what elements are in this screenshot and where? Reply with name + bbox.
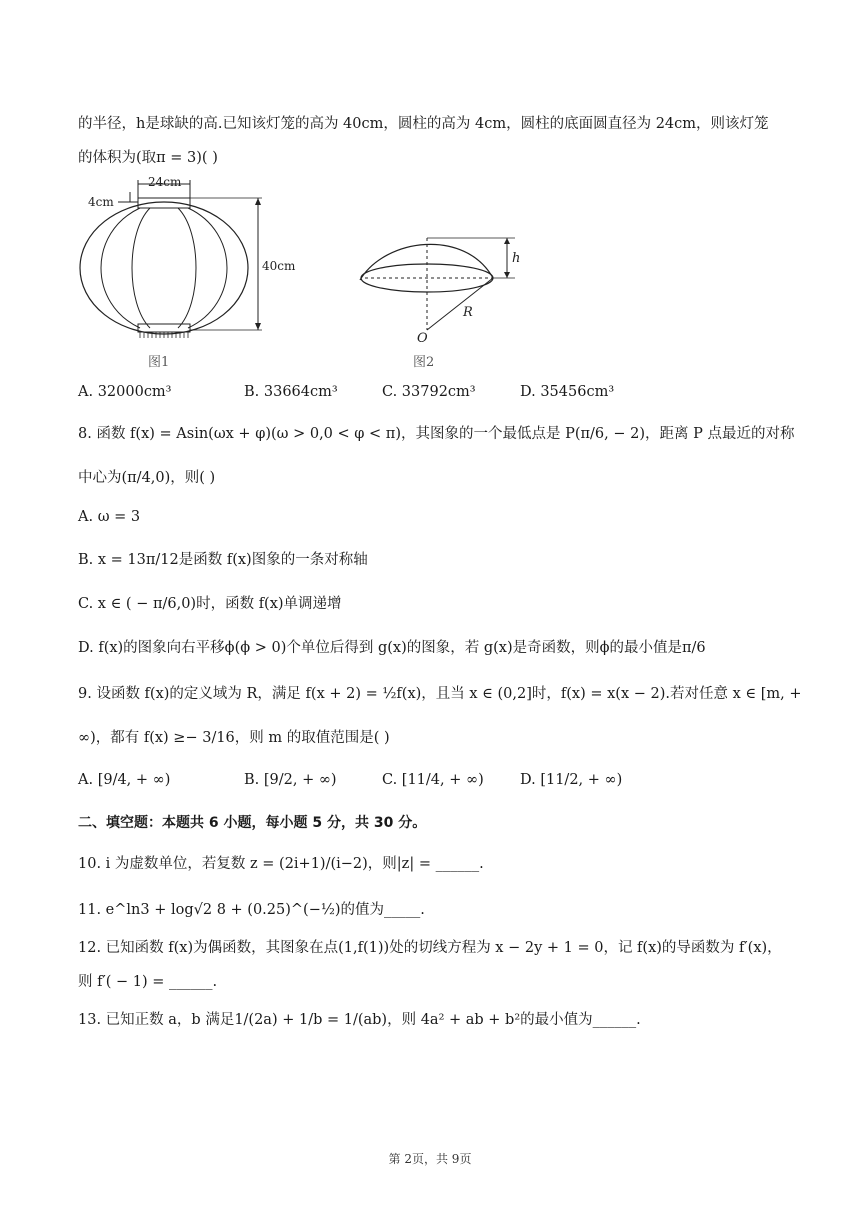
fig1-top-label: 24cm xyxy=(148,175,182,189)
spherical-cap-figure xyxy=(355,228,535,373)
q7-option-b[interactable]: B. 33664cm³ xyxy=(244,384,338,400)
q10: 10. i 为虚数单位，若复数 z = (2i+1)/(i−2)，则|z| = ______. xyxy=(78,856,484,872)
q7-option-c[interactable]: C. 33792cm³ xyxy=(382,384,476,400)
q12-line1: 12. 已知函数 f(x)为偶函数，其图象在点(1,f(1))处的切线方程为 x − 2y + 1 = 0，记 f(x)的导函数为 f′(x)， xyxy=(78,940,782,956)
section-heading-fill-in: 二、填空题：本题共 6 小题，每小题 5 分，共 30 分。 xyxy=(78,815,427,831)
q9-line1: 9. 设函数 f(x)的定义域为 R，满足 f(x + 2) = ½f(x)，且当 x ∈ (0,2]时，f(x) = x(x − 2).若对任意 x ∈ [m, + xyxy=(78,686,802,702)
q8-option-c[interactable]: C. x ∈ ( − π/6,0)时，函数 f(x)单调递增 xyxy=(78,596,342,612)
q8-option-d[interactable]: D. f(x)的图象向右平移ϕ(ϕ > 0)个单位后得到 g(x)的图象，若 g(x)是奇函数，则ϕ的最小值是π/6 xyxy=(78,640,706,656)
fig2-o-label: O xyxy=(417,331,428,346)
q9-option-d[interactable]: D. [11/2, + ∞) xyxy=(520,772,623,788)
fig1-height-label: 40cm xyxy=(262,259,296,273)
page-footer: 第 2页，共 9页 xyxy=(388,1152,472,1166)
q8-option-a[interactable]: A. ω = 3 xyxy=(78,509,141,525)
q7-line1: 的半径，h是球缺的高.已知该灯笼的高为 40cm，圆柱的高为 4cm，圆柱的底面圆直径为 24cm，则该灯笼 xyxy=(78,116,769,132)
q7-option-d[interactable]: D. 35456cm³ xyxy=(520,384,615,400)
fig1-left-label: 4cm xyxy=(88,195,114,209)
lantern-figure xyxy=(78,172,308,372)
q13: 13. 已知正数 a，b 满足1/(2a) + 1/b = 1/(ab)，则 4a² + ab + b²的最小值为______. xyxy=(78,1012,641,1028)
fig1-caption: 图1 xyxy=(148,355,170,370)
q12-line2: 则 f′( − 1) = ______. xyxy=(78,974,218,990)
q8-line1: 8. 函数 f(x) = Asin(ωx + φ)(ω > 0,0 < φ < π)，其图象的一个最低点是 P(π/6, − 2)，距离 P 点最近的对称 xyxy=(78,426,795,442)
fig2-r-label: R xyxy=(463,305,473,320)
q9-option-c[interactable]: C. [11/4, + ∞) xyxy=(382,772,484,788)
q11: 11. e^ln3 + log√2 8 + (0.25)^(−½)的值为_____. xyxy=(78,902,425,918)
q8-option-b[interactable]: B. x = 13π/12是函数 f(x)图象的一条对称轴 xyxy=(78,552,368,568)
fig2-caption: 图2 xyxy=(413,355,435,370)
q9-option-a[interactable]: A. [9/4, + ∞) xyxy=(78,772,171,788)
q9-line2: ∞)，都有 f(x) ≥− 3/16，则 m 的取值范围是( ) xyxy=(78,730,390,746)
q7-line2: 的体积为(取π = 3)( ) xyxy=(78,150,218,166)
q8-line2: 中心为(π/4,0)，则( ) xyxy=(78,470,216,486)
q7-option-a[interactable]: A. 32000cm³ xyxy=(78,384,172,400)
q9-option-b[interactable]: B. [9/2, + ∞) xyxy=(244,772,337,788)
fig2-h-label: h xyxy=(512,251,521,266)
